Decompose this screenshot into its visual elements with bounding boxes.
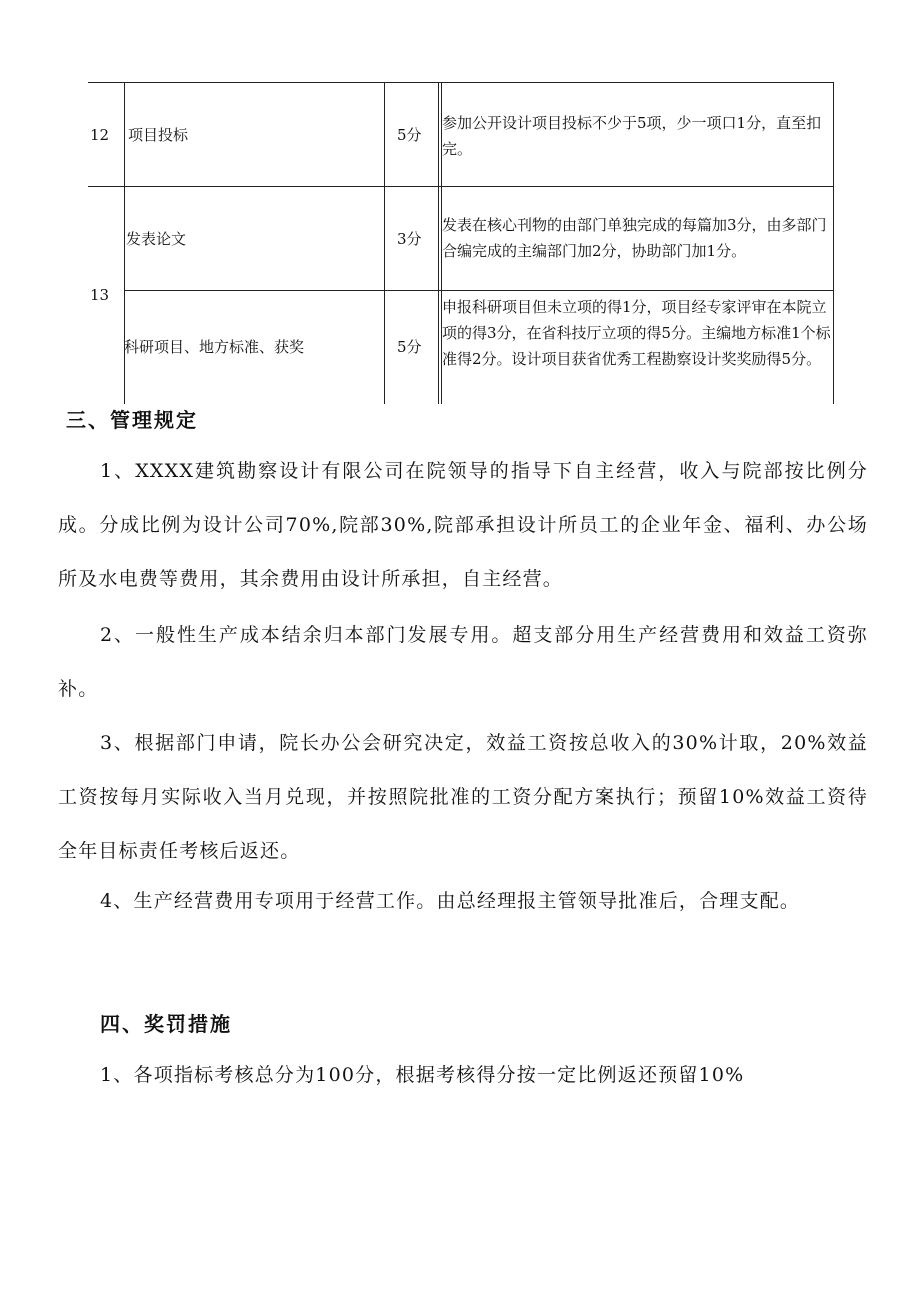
paragraph: 2、一般性生产成本结余归本部门发展专用。超支部分用生产经营费用和效益工资弥补。 — [58, 624, 868, 700]
table-row-divider — [124, 290, 834, 291]
paragraph: 1、各项指标考核总分为100分，根据考核得分按一定比例返还预留10% — [100, 1064, 745, 1086]
table-top-border — [88, 82, 834, 83]
table-cell-item: 项目投标 — [128, 126, 189, 144]
paragraph: 1、XXXX建筑勘察设计有限公司在院领导的指导下自主经营，收入与院部按比例分成。分成比例为设计公司70%,院部30%,院部承担设计所员工的企业年金、福利、办公场所及水电费等费用，其余费用由设计所承担，自主经营。 — [58, 460, 868, 590]
table-col-divider — [438, 82, 439, 404]
table-col-divider — [384, 82, 385, 404]
paragraph: 4、生产经营费用专项用于经营工作。由总经理报主管领导批准后，合理支配。 — [100, 890, 801, 912]
table-cell-desc: 参加公开设计项目投标不少于5项，少一项口1分，直至扣完。 — [442, 114, 822, 158]
table-cell-score: 3分 — [397, 230, 422, 248]
table-cell-desc: 发表在核心刊物的由部门单独完成的每篇加3分，由多部门合编完成的主编部门加2分，协助部门加1分。 — [442, 216, 827, 260]
table-row-divider — [88, 186, 834, 187]
section-heading-rewards-penalties: 四、奖罚措施 — [100, 1012, 232, 1036]
table-cell-score: 5分 — [397, 126, 422, 144]
table-cell-score: 5分 — [397, 338, 422, 356]
table-cell-item: 科研项目、地方标准、获奖 — [124, 338, 305, 356]
table-cell-desc: 申报科研项目但未立项的得1分，项目经专家评审在本院立项的得3分，在省科技厅立项的得5分。主编地方标准1个标准得2分。设计项目获省优秀工程勘察设计奖奖励得5分。 — [442, 298, 831, 368]
scoring-table — [88, 82, 834, 404]
table-cell-no: 13 — [90, 286, 110, 304]
table-cell-item: 发表论文 — [126, 230, 187, 248]
section-heading-management-rules: 三、管理规定 — [66, 408, 198, 432]
table-cell-no: 12 — [90, 126, 110, 144]
paragraph: 3、根据部门申请，院长办公会研究决定，效益工资按总收入的30%计取，20%效益工资按每月实际收入当月兑现，并按照院批准的工资分配方案执行；预留10%效益工资待全年目标责任考核后返还。 — [58, 732, 868, 862]
